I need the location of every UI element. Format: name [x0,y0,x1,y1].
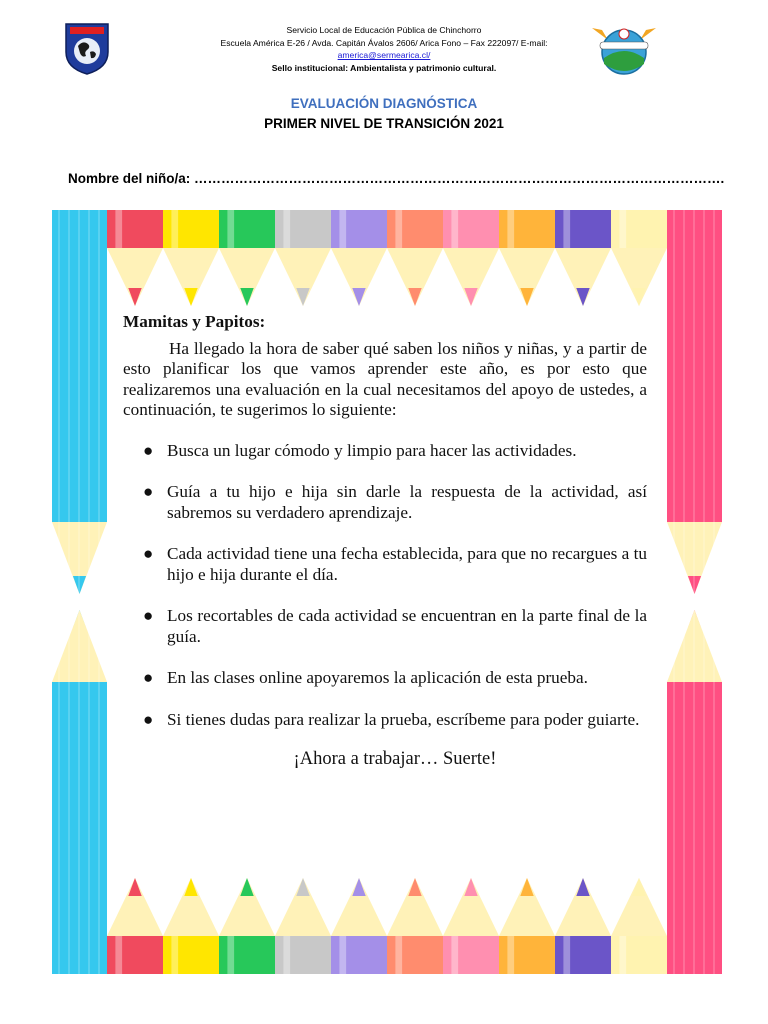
header-line-2: Escuela América E-26 / Avda. Capitán Ávalos 2606/ Arica Fono – Fax 222097/ E-mail: [220,37,548,48]
pencil-tip-top [184,288,197,306]
pencil-shine [283,210,290,248]
closing-message: ¡Ahora a trabajar… Suerte! [293,749,497,769]
bullet-icon: ● [143,482,154,501]
list-item: ● Si tienes dudas para realizar la prueba, escríbeme para poder guiarte. [143,709,640,729]
school-header-text [150,24,618,74]
list-item: ● Cada actividad tiene una fecha establecida, para que no recargues a tu hijo e hija durante el día. [143,544,647,584]
pencil-shine [171,936,178,974]
pencil-tip-bottom [632,878,645,896]
pencil-tip-top [408,288,421,306]
pencil-stripe [68,210,70,974]
bullet-icon: ● [143,606,154,625]
suggestion-list [123,441,647,731]
pencil-tip-bottom [408,878,421,896]
pencil-body-top [163,210,219,248]
pencil-body-bottom [163,936,219,974]
document-subtitle: PRIMER NIVEL DE TRANSICIÓN 2021 [264,116,504,131]
letter-body [123,312,647,770]
pencil-shine [171,210,178,248]
pencil-shine [563,936,570,974]
pencil-tip-top [576,288,589,306]
pencil-stripe [683,210,685,974]
pencil-shine [507,210,514,248]
pencil-shine [395,936,402,974]
pencil-shine [339,936,346,974]
pencil-tip-top [352,288,365,306]
pencil-tip-top [464,288,477,306]
list-item: ● En las clases online apoyaremos la aplicación de esta prueba. [143,668,588,687]
pencil-tip-top [128,288,141,306]
bullet-icon: ● [143,544,154,563]
list-item: ● Guía a tu hijo e hija sin darle la respuesta de la actividad, así sabremos su verdadero aprendizaje. [143,482,647,522]
pencil-stripe [78,210,80,974]
email-link[interactable]: america@sermearica.cl/ [337,50,431,61]
pencil-tip-bottom [296,878,309,896]
pencil-tip-top [632,288,645,306]
pencil-shine [115,210,122,248]
pencil-shine [395,210,402,248]
pencil-shine [619,936,626,974]
pencil-stripe [713,210,715,974]
pencil-tip-top [520,288,533,306]
pencil-shine [451,936,458,974]
pencil-shine [115,936,122,974]
child-name-field[interactable]: Nombre del niño/a: ………………………………………………………………………………………………………. [68,171,725,186]
pencil-stripe [88,210,90,974]
pencil-stripe [98,210,100,974]
list-item: ● Los recortables de cada actividad se encuentran en la parte final de la guía. [143,606,647,646]
pencil-tip-bottom [520,878,533,896]
pencil-tip-top [296,288,309,306]
list-item: ● Busca un lugar cómodo y limpio para hacer las actividades. [143,440,577,460]
pencil-tip-top [240,288,253,306]
pencil-shine [227,936,234,974]
pencil-shine [451,210,458,248]
document-title: EVALUACIÓN DIAGNÓSTICA [290,96,478,111]
pencil-shine [283,936,290,974]
header-line-4: Sello institucional: Ambientalista y patrimonio cultural. [271,62,497,73]
pencil-shine [563,210,570,248]
pencil-tip-bottom [352,878,365,896]
pencil-tip-bottom [128,878,141,896]
pencil-stripe [693,210,695,974]
pencil-shine [619,210,626,248]
pencil-tip-bottom [464,878,477,896]
header-line-1: Servicio Local de Educación Pública de Chinchorro [286,25,482,35]
pencil-stripe [703,210,705,974]
pencil-shine [507,936,514,974]
pencil-tip-bottom [240,878,253,896]
bullet-icon: ● [143,709,154,729]
pencil-shine [227,210,234,248]
pencil-stripe [673,210,675,974]
pencil-shine [339,210,346,248]
pencil-stripe [58,210,60,974]
pencil-tip-bottom [576,878,589,896]
intro-paragraph: Ha llegado la hora de saber qué saben los niños y niñas, y a partir de esto planificar los que vamos aprender este año, es por esto que realizaremos una evaluación en la cual necesitamos del apoyo de ustedes, a continuación, te sugerimos lo siguiente: [123,338,647,419]
greeting: Mamitas y Papitos: [123,312,266,331]
school-shield-logo [64,22,110,76]
bullet-icon: ● [143,668,154,687]
school-emblem-logo [588,22,660,76]
bullet-icon: ● [143,440,154,460]
pencil-tip-bottom [184,878,197,896]
